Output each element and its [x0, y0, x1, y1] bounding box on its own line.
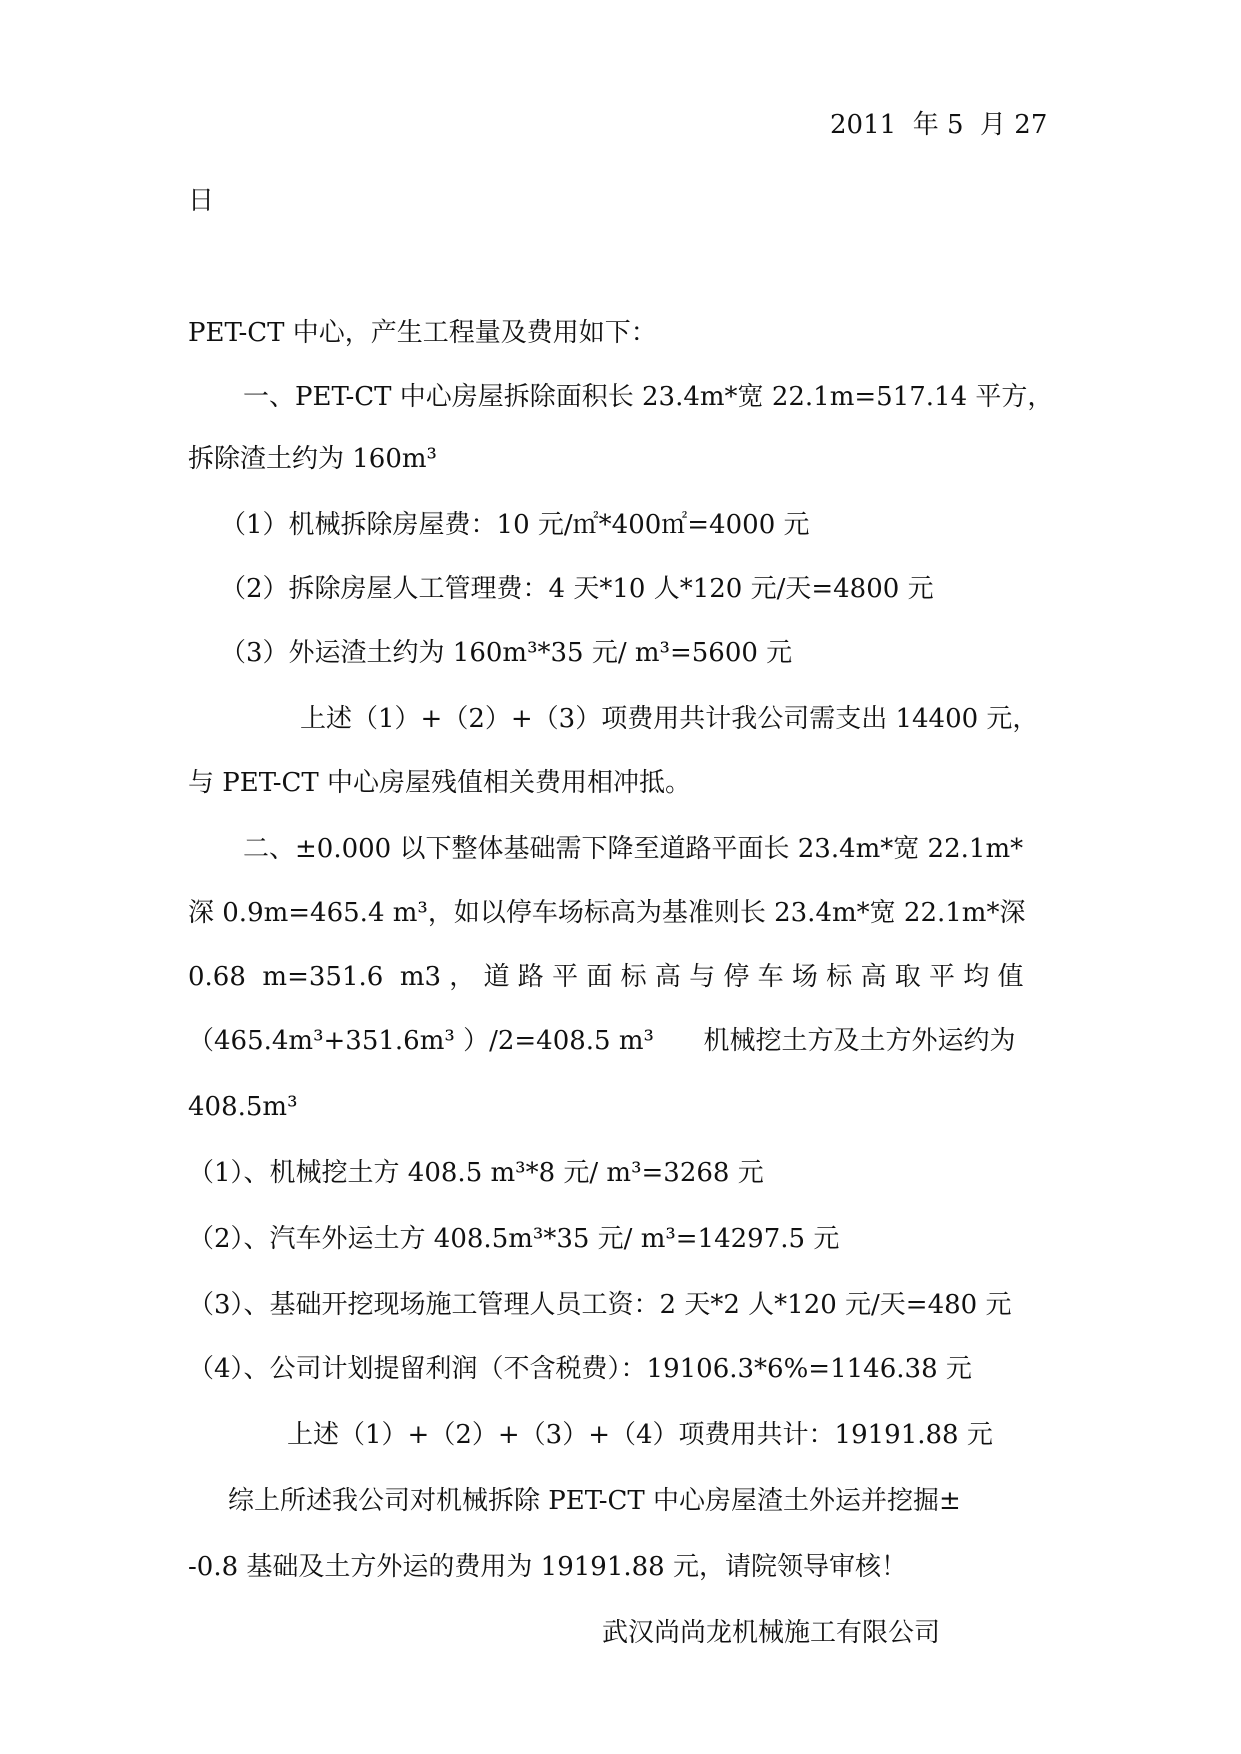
- intro-line: PET-CT 中心，产生工程量及费用如下：: [188, 318, 657, 348]
- section2-line5: 408.5m³: [188, 1092, 298, 1122]
- section2-item-3: （3）、基础开挖现场施工管理人员工资：2 天*2 人*120 元/天=480 元: [188, 1290, 1012, 1320]
- section1-item-1: （1）机械拆除房屋费：10 元/㎡*400㎡=4000 元: [220, 510, 810, 540]
- conclusion-line2: -0.8 基础及土方外运的费用为 19191.88 元，请院领导审核！: [188, 1552, 907, 1582]
- section2-line2: 深 0.9m=465.4 m³，如以停车场标高为基准则长 23.4m*宽 22.1m*深: [188, 898, 1026, 928]
- section2-line1: 二、±0.000 以下整体基础需下降至道路平面长 23.4m*宽 22.1m*: [243, 834, 1024, 864]
- section1-heading-line1: 一、PET-CT 中心房屋拆除面积长 23.4m*宽 22.1m=517.14 平方，: [243, 382, 1054, 412]
- date-suffix: 日: [188, 186, 215, 216]
- section2-item-1: （1）、机械挖土方 408.5 m³*8 元/ m³=3268 元: [188, 1158, 764, 1188]
- section1-summary-line1: 上述（1）+（2）+（3）项费用共计我公司需支出 14400 元，: [300, 704, 1039, 734]
- section1-item-3: （3）外运渣土约为 160m³*35 元/ m³=5600 元: [220, 638, 793, 668]
- section2-item-2: （2）、汽车外运土方 408.5m³*35 元/ m³=14297.5 元: [188, 1224, 840, 1254]
- company-signature: 武汉尚尚龙机械施工有限公司: [602, 1618, 941, 1648]
- section2-line4: （465.4m³+351.6m³ ）/2=408.5 m³ 机械挖土方及土方外运约为: [188, 1026, 1016, 1056]
- section1-item-2: （2）拆除房屋人工管理费：4 天*10 人*120 元/天=4800 元: [220, 574, 934, 604]
- date-line: 2011 年 5 月 27: [830, 110, 1048, 140]
- conclusion-line1: 综上所述我公司对机械拆除 PET-CT 中心房屋渣土外运并挖掘±: [228, 1486, 961, 1516]
- section2-item-4: （4）、公司计划提留利润（不含税费）：19106.3*6%=1146.38 元: [188, 1354, 972, 1384]
- section2-summary: 上述（1）+（2）+（3）+（4）项费用共计：19191.88 元: [287, 1420, 993, 1450]
- section1-summary-line2: 与 PET-CT 中心房屋残值相关费用相冲抵。: [188, 768, 692, 798]
- section1-heading-line2: 拆除渣土约为 160m³: [188, 444, 437, 474]
- section2-line3: 0.68 m=351.6 m3 ， 道 路 平 面 标 高 与 停 车 场 标 高 取 平 均 值: [188, 962, 1024, 992]
